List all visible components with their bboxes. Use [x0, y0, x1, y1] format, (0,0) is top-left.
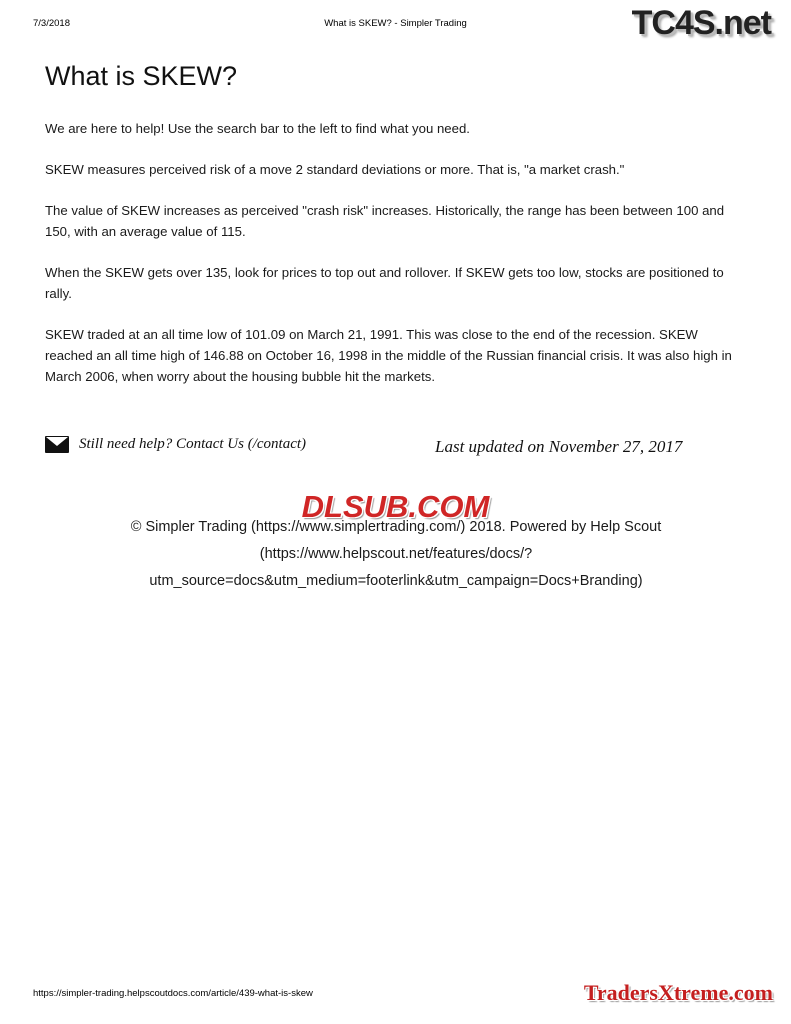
- print-date: 7/3/2018: [33, 18, 70, 29]
- article-paragraph: We are here to help! Use the search bar to the left to find what you need.: [45, 121, 470, 136]
- watermark-tradersxtreme: TradersXtreme.com: [583, 980, 773, 1005]
- contact-us-label: Still need help? Contact Us (/contact): [79, 436, 307, 452]
- article-paragraph: The value of SKEW increases as perceived "crash risk" increases. Historically, the range has been between 100 and 150, with an average value of 115.: [45, 203, 725, 239]
- contact-us-link[interactable]: [45, 436, 306, 453]
- article-meta-row: [45, 436, 747, 470]
- document-footer: [45, 514, 747, 595]
- footer-line-1: © Simpler Trading (https://www.simplertrading.com/) 2018. Powered by Help Scout: [130, 519, 662, 535]
- watermark-dlsub: DLSUB.COM: [301, 489, 490, 524]
- footer-line-2: (https://www.helpscout.net/features/docs/?: [259, 546, 533, 562]
- footer-line-3: utm_source=docs&utm_medium=footerlink&utm_campaign=Docs+Branding): [149, 573, 643, 589]
- last-updated-text: Last updated on November 27, 2017: [435, 437, 683, 456]
- article-paragraph: SKEW traded at an all time low of 101.09 on March 21, 1991. This was close to the end of the recession. SKEW reached an all time high of 146.88 on October 16, 1998 in the middle of the Russian financial crisis. It was also high in March 2006, when worry about the housing bubble hit the markets.: [45, 327, 732, 384]
- article-body: [45, 60, 745, 407]
- watermark-tc4s: TC4S.net: [631, 4, 771, 42]
- print-footer-url: https://simpler-trading.helpscoutdocs.com/article/439-what-is-skew: [33, 988, 313, 999]
- print-page-title: What is SKEW? - Simpler Trading: [324, 18, 467, 29]
- article-paragraph: When the SKEW gets over 135, look for prices to top out and rollover. If SKEW gets too low, stocks are positioned to rally.: [45, 265, 724, 301]
- envelope-icon: [45, 436, 69, 453]
- page-title: What is SKEW?: [45, 61, 238, 91]
- article-paragraph: SKEW measures perceived risk of a move 2 standard deviations or more. That is, "a market crash.": [45, 162, 625, 177]
